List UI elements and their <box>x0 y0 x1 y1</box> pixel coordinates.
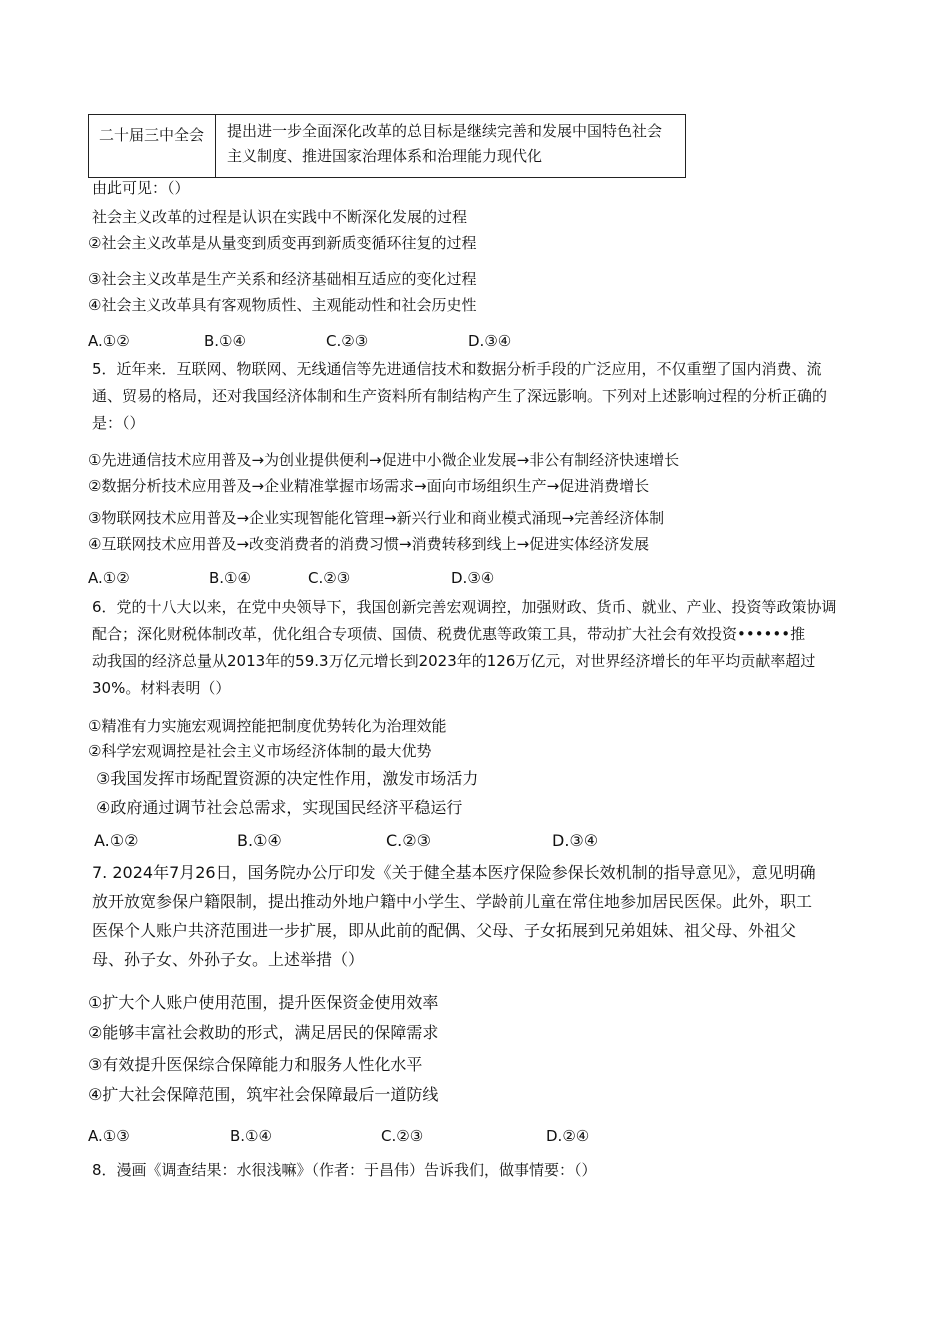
q7-item-3: ③有效提升医保综合保障能力和服务人性化水平 <box>88 1055 423 1074</box>
q5-option-c[interactable]: C.②③ <box>308 569 351 587</box>
q6-stem-line: 30%。材料表明（） <box>92 679 231 697</box>
q6-option-c[interactable]: C.②③ <box>386 831 431 850</box>
q7-option-b[interactable]: B.①④ <box>230 1127 272 1145</box>
q5-option-a[interactable]: A.①② <box>88 569 130 587</box>
q6-item-2: ②科学宏观调控是社会主义市场经济体制的最大优势 <box>88 742 432 760</box>
q4-option-d[interactable]: D.③④ <box>468 332 512 350</box>
q6-option-a[interactable]: A.①② <box>94 831 139 850</box>
q4-stem: 由此可见：（） <box>92 179 190 197</box>
table-meeting-label: 二十届三中全会 <box>99 126 205 144</box>
q7-option-a[interactable]: A.①③ <box>88 1127 130 1145</box>
q7-item-1: ①扩大个人账户使用范围，提升医保资金使用效率 <box>88 993 439 1012</box>
q5-stem-line: 通、贸易的格局，还对我国经济体制和生产资料所有制结构产生了深远影响。下列对上述影响过程的分析正确的 <box>92 387 828 405</box>
q4-item-1: 社会主义改革的过程是认识在实践中不断深化发展的过程 <box>92 208 468 226</box>
q7-option-c[interactable]: C.②③ <box>381 1127 424 1145</box>
q8-stem: 8．漫画《调查结果：水很浅嘛》（作者：于昌伟）告诉我们，做事情要：（） <box>92 1161 597 1179</box>
q6-item-1: ①精准有力实施宏观调控能把制度优势转化为治理效能 <box>88 717 447 735</box>
q7-stem-line: 7. 2024年7月26日，国务院办公厅印发《关于健全基本医疗保险参保长效机制的指导意见》，意见明确 <box>92 863 816 882</box>
q4-item-2: ②社会主义改革是从量变到质变再到新质变循环往复的过程 <box>88 234 477 252</box>
q4-option-a[interactable]: A.①② <box>88 332 130 350</box>
q6-item-4: ④政府通过调节社会总需求，实现国民经济平稳运行 <box>96 798 463 817</box>
q5-item-2: ②数据分析技术应用普及→企业精准掌握市场需求→面向市场组织生产→促进消费增长 <box>88 477 650 495</box>
q6-option-b[interactable]: B.①④ <box>237 831 282 850</box>
q7-item-4: ④扩大社会保障范围，筑牢社会保障最后一道防线 <box>88 1085 439 1104</box>
q5-item-1: ①先进通信技术应用普及→为创业提供便利→促进中小微企业发展→非公有制经济快速增长 <box>88 451 680 469</box>
q5-option-b[interactable]: B.①④ <box>209 569 251 587</box>
q6-stem-line: 6．党的十八大以来，在党中央领导下，我国创新完善宏观调控，加强财政、货币、就业、产业、投资等政策协调 <box>92 598 837 616</box>
q5-item-4: ④互联网技术应用普及→改变消费者的消费习惯→消费转移到线上→促进实体经济发展 <box>88 535 650 553</box>
q4-item-4: ④社会主义改革具有客观物质性、主观能动性和社会历史性 <box>88 296 477 314</box>
q5-option-d[interactable]: D.③④ <box>451 569 495 587</box>
table-cell-content <box>227 119 662 169</box>
q5-stem-line: 5．近年来．互联网、物联网、无线通信等先进通信技术和数据分析手段的广泛应用，不仅重塑了国内消费、流 <box>92 360 822 378</box>
q7-stem-line: 母、孙子女、外孙子女。上述举措（） <box>92 950 365 969</box>
q7-item-2: ②能够丰富社会救助的形式，满足居民的保障需求 <box>88 1023 439 1042</box>
q4-option-c[interactable]: C.②③ <box>326 332 369 350</box>
q5-stem-line: 是：（） <box>92 414 145 432</box>
q7-stem-line: 医保个人账户共济范围进一步扩展，即从此前的配偶、父母、子女拓展到兄弟姐妹、祖父母、外祖父 <box>92 921 797 940</box>
q6-option-d[interactable]: D.③④ <box>552 831 599 850</box>
q7-option-d[interactable]: D.②④ <box>546 1127 590 1145</box>
reform-table <box>88 114 686 178</box>
table-content-line: 主义制度、推进国家治理体系和治理能力现代化 <box>227 147 543 165</box>
q6-stem-line: 动我国的经济总量从2013年的59.3万亿元增长到2023年的126万亿元，对世界经济增长的年平均贡献率超过 <box>92 652 816 670</box>
q6-stem-line: 配合；深化财税体制改革，优化组合专项债、国债、税费优惠等政策工具，带动扩大社会有效投资••••••推 <box>92 625 806 643</box>
q6-item-3: ③我国发挥市场配置资源的决定性作用，激发市场活力 <box>96 769 479 788</box>
q4-item-3: ③社会主义改革是生产关系和经济基础相互适应的变化过程 <box>88 270 477 288</box>
table-cell-meeting <box>89 115 216 177</box>
q4-option-b[interactable]: B.①④ <box>204 332 246 350</box>
table-content-line: 提出进一步全面深化改革的总目标是继续完善和发展中国特色社会 <box>227 122 663 140</box>
q7-stem-line: 放开放宽参保户籍限制，提出推动外地户籍中小学生、学龄前儿童在常住地参加居民医保。此外，职工 <box>92 892 813 911</box>
q5-item-3: ③物联网技术应用普及→企业实现智能化管理→新兴行业和商业模式涌现→完善经济体制 <box>88 509 665 527</box>
